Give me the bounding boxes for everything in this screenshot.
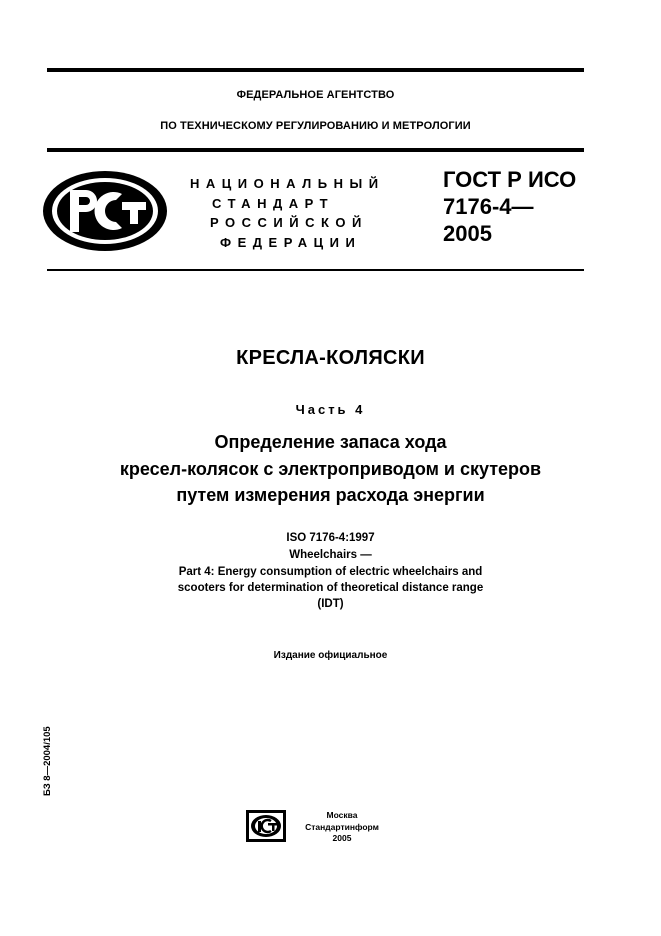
- subtitle-line-1: Определение запаса хода: [214, 432, 447, 452]
- standard-type-line-2: СТАНДАРТ: [212, 196, 335, 211]
- iso-ref-line-2: Wheelchairs —: [289, 549, 372, 561]
- publisher-name: Стандартинформ: [305, 822, 379, 832]
- gost-designation-line-1: ГОСТ Р ИСО: [443, 167, 577, 192]
- standard-type-line-4: ФЕДЕРАЦИИ: [220, 235, 362, 250]
- publisher-city: Москва: [326, 810, 358, 820]
- agency-line-1: ФЕДЕРАЛЬНОЕ АГЕНТСТВО: [236, 89, 395, 101]
- subtitle-line-3: путем измерения расхода энергии: [176, 485, 485, 505]
- rst-logo-icon: [42, 170, 168, 252]
- publisher-year: 2005: [332, 833, 352, 843]
- standard-type-line-1: НАЦИОНАЛЬНЫЙ: [190, 176, 385, 191]
- top-rule: [47, 68, 584, 72]
- iso-ref-line-1: ISO 7176-4:1997: [286, 532, 375, 544]
- iso-ref-line-4: scooters for determination of theoretical distance range: [177, 582, 484, 594]
- iso-ref-line-3: Part 4: Energy consumption of electric wheelchairs and: [178, 566, 483, 578]
- standartinform-logo-icon: [246, 810, 286, 842]
- gost-designation-line-3: 2005: [443, 221, 492, 246]
- standard-type-line-3: РОССИЙСКОЙ: [210, 215, 368, 230]
- document-title: КРЕСЛА-КОЛЯСКИ: [236, 347, 425, 369]
- part-label: Часть 4: [295, 402, 366, 417]
- header-rule: [47, 148, 584, 152]
- side-code: БЗ 8—2004/105: [42, 726, 53, 796]
- edition-label: Издание официальное: [273, 650, 388, 661]
- iso-ref-line-5: (IDT): [317, 598, 344, 610]
- subtitle-line-2: кресел-колясок с электроприводом и скутеров: [119, 459, 542, 479]
- mid-rule: [47, 269, 584, 271]
- gost-designation-line-2: 7176-4—: [443, 194, 534, 219]
- agency-line-2: ПО ТЕХНИЧЕСКОМУ РЕГУЛИРОВАНИЮ И МЕТРОЛОГИИ: [160, 120, 471, 132]
